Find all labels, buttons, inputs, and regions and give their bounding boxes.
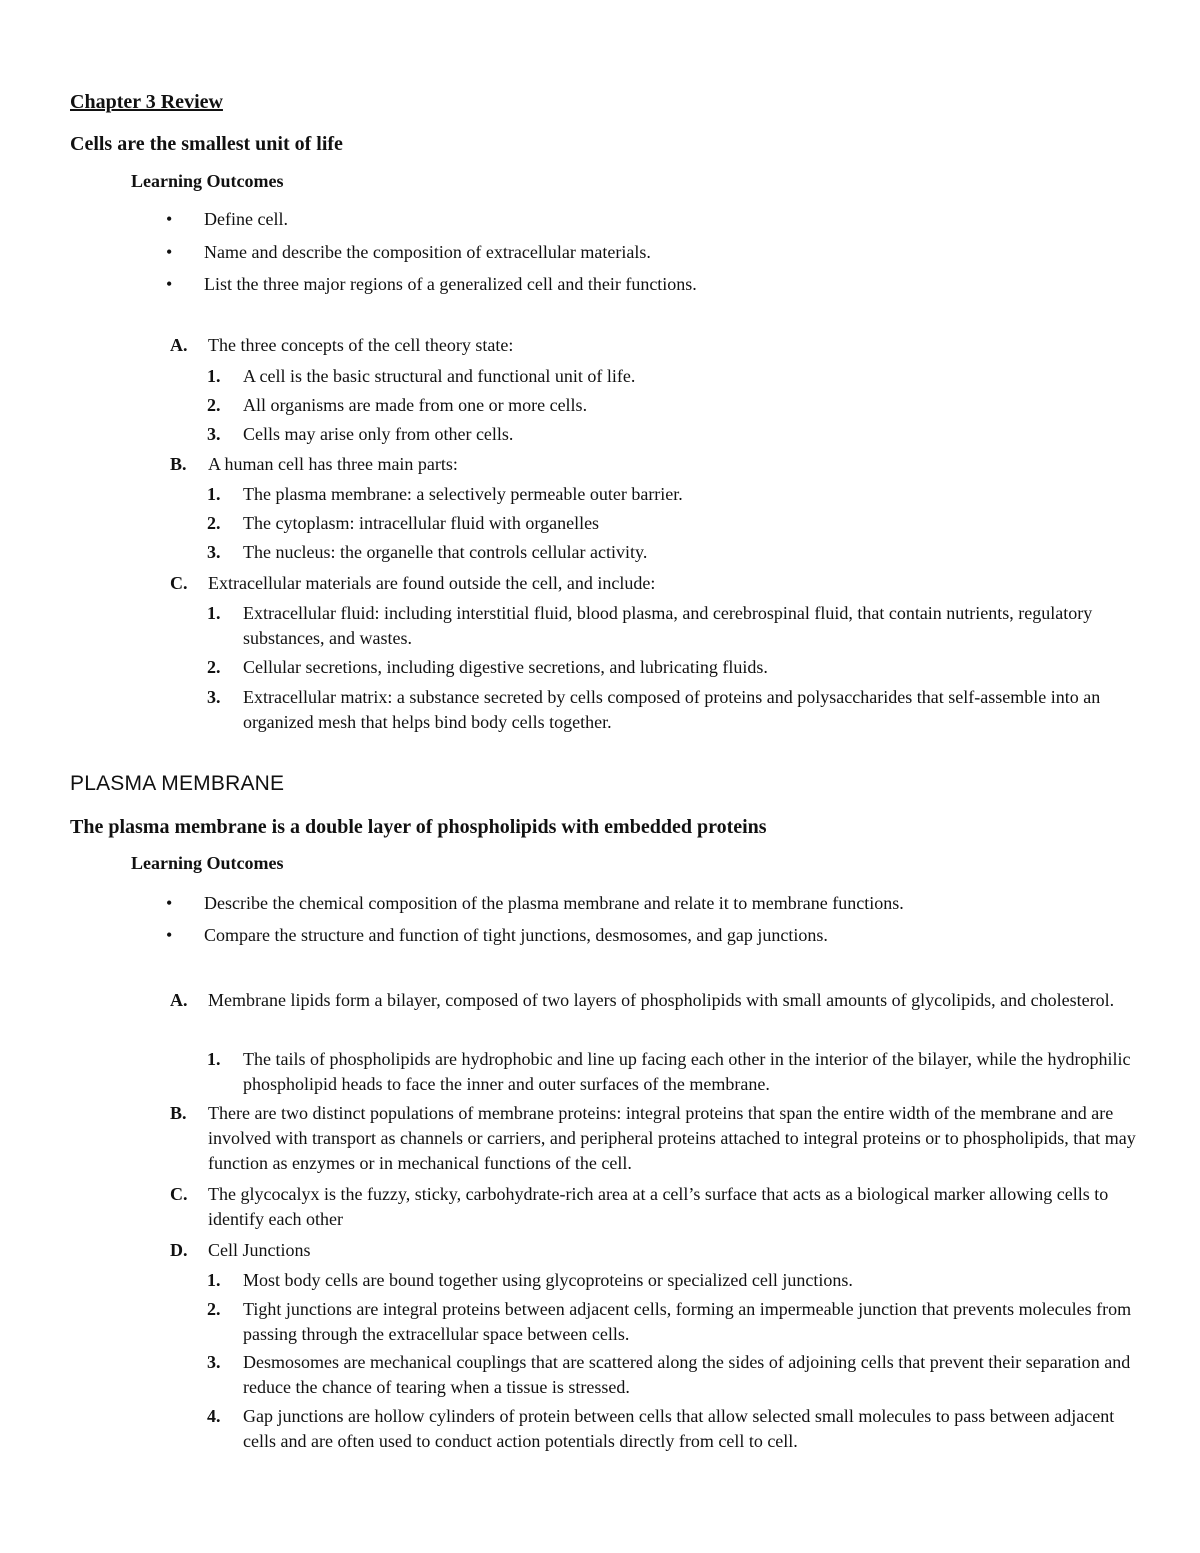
list-marker: 1. [207,1270,221,1290]
list-text: A human cell has three main parts: [208,454,458,474]
list-marker: 1. [207,1049,221,1069]
list-text: Most body cells are bound together using glycoproteins or specialized cell junctions. [243,1270,853,1290]
list-text: Extracellular materials are found outside the cell, and include: [208,573,656,593]
list-marker: 2. [207,395,221,415]
list-text: Cells may arise only from other cells. [243,424,514,444]
learning-outcomes-label: Learning Outcomes [131,171,284,191]
list-marker: 3. [207,1352,221,1372]
list-text: The three concepts of the cell theory state: [208,335,514,355]
outcome-text: Name and describe the composition of extracellular materials. [204,242,651,262]
list-marker: 3. [207,424,221,444]
list-text: There are two distinct populations of membrane proteins: integral proteins that span the entire width of the membrane and are involved with transport as channels or carriers, and peripheral proteins attached to integral proteins or to phospholipids, that may function as enzymes or in mechanical functions of the cell. [208,1103,1136,1173]
outcome-text: Describe the chemical composition of the plasma membrane and relate it to membrane functions. [204,893,904,913]
list-text: Cell Junctions [208,1240,311,1260]
list-marker: B. [170,1103,187,1123]
list-text: Extracellular fluid: including interstitial fluid, blood plasma, and cerebrospinal fluid, that contain nutrients, regulatory substances, and wastes. [243,603,1093,648]
outcome-text: List the three major regions of a generalized cell and their functions. [204,274,697,294]
list-marker: B. [170,454,187,474]
list-text: The tails of phospholipids are hydrophobic and line up facing each other in the interior of the bilayer, while the hydrophilic phospholipid heads to face the inner and outer surfaces of the membrane. [243,1049,1131,1094]
list-marker: A. [170,990,188,1010]
list-marker: A. [170,335,188,355]
outcome-text: Compare the structure and function of tight junctions, desmosomes, and gap junctions. [204,925,828,945]
bullet-icon: • [166,925,173,945]
list-marker: C. [170,1184,188,1204]
list-text: Desmosomes are mechanical couplings that are scattered along the sides of adjoining cells that prevent their separation and reduce the chance of tearing when a tissue is stressed. [243,1352,1131,1397]
section-heading: The plasma membrane is a double layer of phospholipids with embedded proteins [70,816,767,838]
list-marker: 1. [207,366,221,386]
list-text: The plasma membrane: a selectively permeable outer barrier. [243,484,683,504]
list-text: The glycocalyx is the fuzzy, sticky, carbohydrate-rich area at a cell’s surface that acts as a biological marker allowing cells to identify each other [208,1184,1109,1229]
list-marker: D. [170,1240,188,1260]
list-text: The cytoplasm: intracellular fluid with organelles [243,513,600,533]
list-marker: 3. [207,542,221,562]
bullet-icon: • [166,274,173,294]
list-text: Extracellular matrix: a substance secreted by cells composed of proteins and polysaccharides that self-assemble into an organized mesh that helps bind body cells together. [243,687,1101,732]
list-marker: C. [170,573,188,593]
list-marker: 2. [207,1299,221,1319]
list-text: Gap junctions are hollow cylinders of protein between cells that allow selected small molecules to pass between adjacent cells and are often used to conduct action potentials directly from cell to cell. [243,1406,1115,1451]
bullet-icon: • [166,242,173,262]
list-marker: 4. [207,1406,221,1426]
list-marker: 1. [207,603,221,623]
list-text: All organisms are made from one or more cells. [243,395,588,415]
list-marker: 2. [207,657,221,677]
list-text: Cellular secretions, including digestive secretions, and lubricating fluids. [243,657,768,677]
list-text: A cell is the basic structural and functional unit of life. [243,366,636,386]
list-marker: 1. [207,484,221,504]
list-text: Membrane lipids form a bilayer, composed of two layers of phospholipids with small amounts of glycolipids, and cholesterol. [208,990,1115,1010]
section-heading: Cells are the smallest unit of life [70,133,343,155]
section-title: PLASMA MEMBRANE [70,772,285,795]
chapter-title: Chapter 3 Review [70,91,223,113]
bullet-icon: • [166,209,173,229]
list-marker: 3. [207,687,221,707]
list-text: Tight junctions are integral proteins between adjacent cells, forming an impermeable junction that prevents molecules from passing through the extracellular space between cells. [243,1299,1132,1344]
list-marker: 2. [207,513,221,533]
learning-outcomes-label: Learning Outcomes [131,853,284,873]
list-text: The nucleus: the organelle that controls cellular activity. [243,542,648,562]
outcome-text: Define cell. [204,209,288,229]
bullet-icon: • [166,893,173,913]
